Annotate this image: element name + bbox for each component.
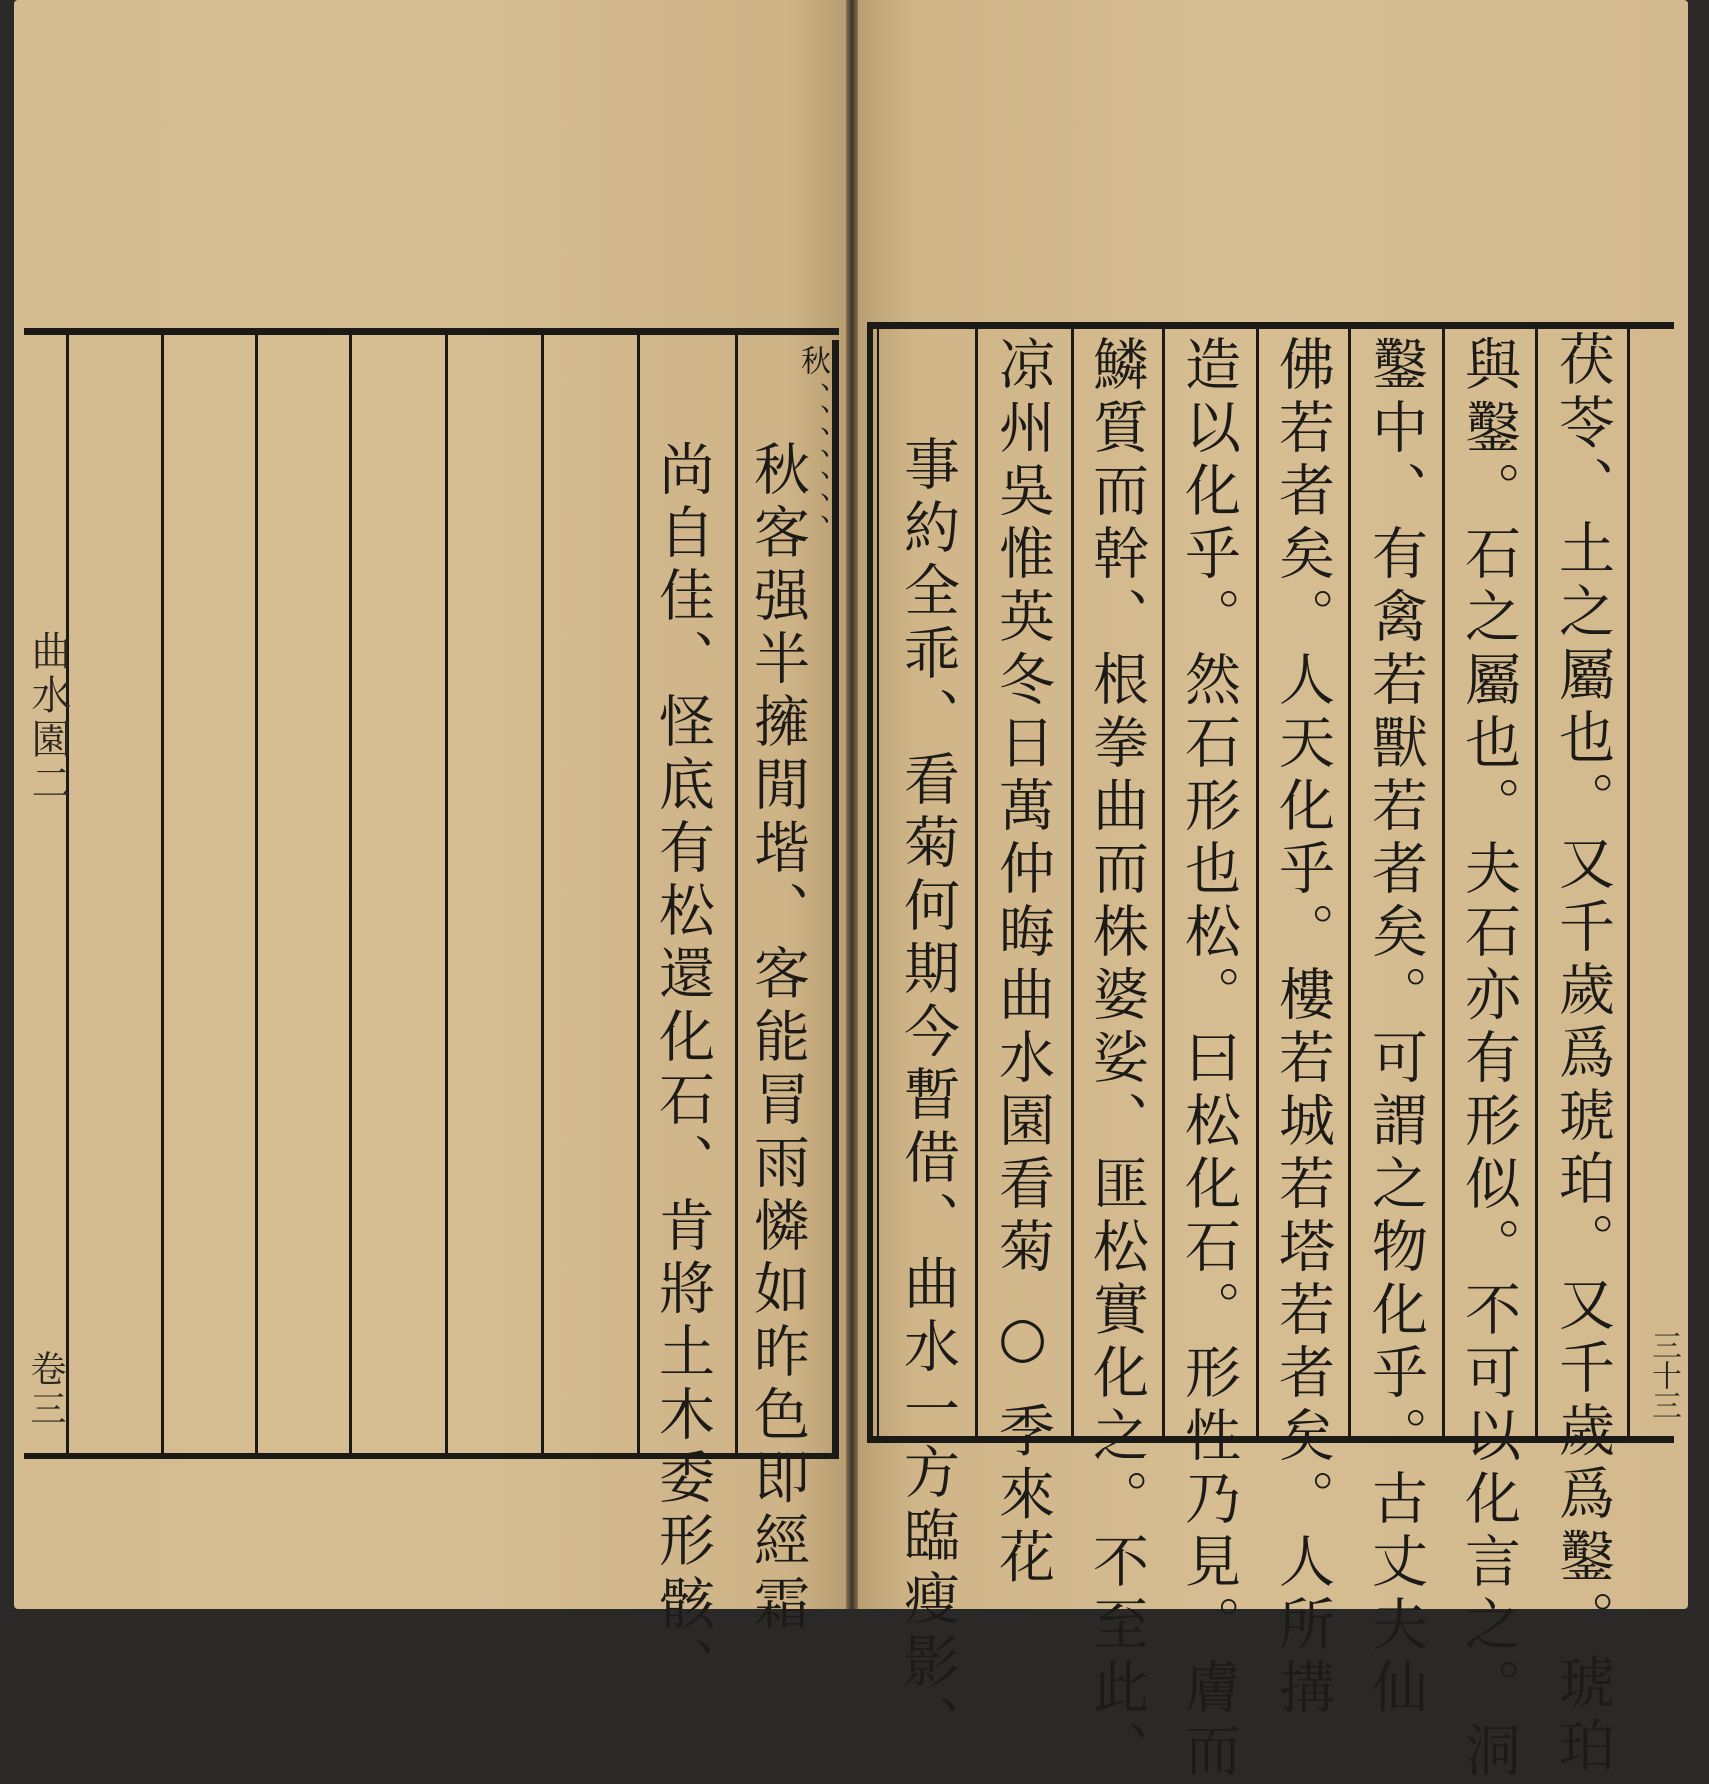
right-column-line <box>1071 329 1074 1437</box>
right-text-column-7: 凉州吳惟英冬日萬仲晦曲水園看菊 ○ 季來花 <box>990 335 1055 1591</box>
left-center-line <box>66 335 69 1455</box>
right-frame-top-rule <box>867 322 1674 329</box>
right-text-column-3: 鑿中、有禽若獸若者矣。可謂之物化乎。古丈夫仙 <box>1363 335 1428 1721</box>
left-page <box>14 0 848 1609</box>
right-frame-left-inner-rule <box>877 329 879 1437</box>
folio-number: 三十三 <box>1646 1330 1681 1420</box>
left-column-line <box>637 335 640 1455</box>
right-text-column-8: 事約全乖、看菊何期今暫借、曲水一方臨瘦影、 <box>895 435 960 1758</box>
book-title-margin: 曲水園二 <box>25 630 71 806</box>
volume-number-margin: 卷三 <box>25 1350 66 1430</box>
left-column-line <box>445 335 448 1455</box>
right-text-column-5: 造以化乎。然石形也松。曰松化石。形性乃見。膚而 <box>1176 335 1241 1784</box>
left-column-line <box>349 335 352 1455</box>
right-text-column-2: 與鑿。石之屬也。夫石亦有形似。不可以化言之。洞 <box>1456 335 1521 1784</box>
left-column-line <box>735 335 738 1455</box>
book-gutter <box>846 0 858 1609</box>
left-text-column-3: 尚自佳、怪底有松還化石、肯將土木委形骸、 <box>650 440 715 1700</box>
left-frame-top-rule <box>24 328 839 335</box>
left-frame-bottom-rule <box>24 1453 839 1459</box>
right-text-column-1: 茯苓、土之屬也。又千歲爲琥珀。又千歲爲鑿。琥珀 <box>1550 330 1615 1779</box>
left-text-column-2: 秋客强半擁閒堦、客能冐雨憐如昨色即經霜 <box>745 440 810 1637</box>
right-column-line <box>1535 329 1538 1437</box>
left-column-line <box>255 335 258 1455</box>
right-column-line <box>975 329 978 1437</box>
left-text-column-1: 秋、、、、、、、 <box>795 345 830 551</box>
right-text-column-6: 鱗質而幹、根拳曲而株婆娑、匪松實化之。不至此、 <box>1084 335 1149 1784</box>
right-frame-left-outer-rule <box>867 322 873 1443</box>
right-column-line <box>1256 329 1259 1437</box>
right-column-line <box>1348 329 1351 1437</box>
left-column-line <box>541 335 544 1455</box>
right-column-line <box>1442 329 1445 1437</box>
right-center-line <box>1627 329 1630 1437</box>
right-column-line <box>1162 329 1165 1437</box>
right-text-column-4: 佛若者矣。人天化乎。樓若城若塔若者矣。人所搆 <box>1270 335 1335 1721</box>
left-column-line <box>161 335 164 1455</box>
